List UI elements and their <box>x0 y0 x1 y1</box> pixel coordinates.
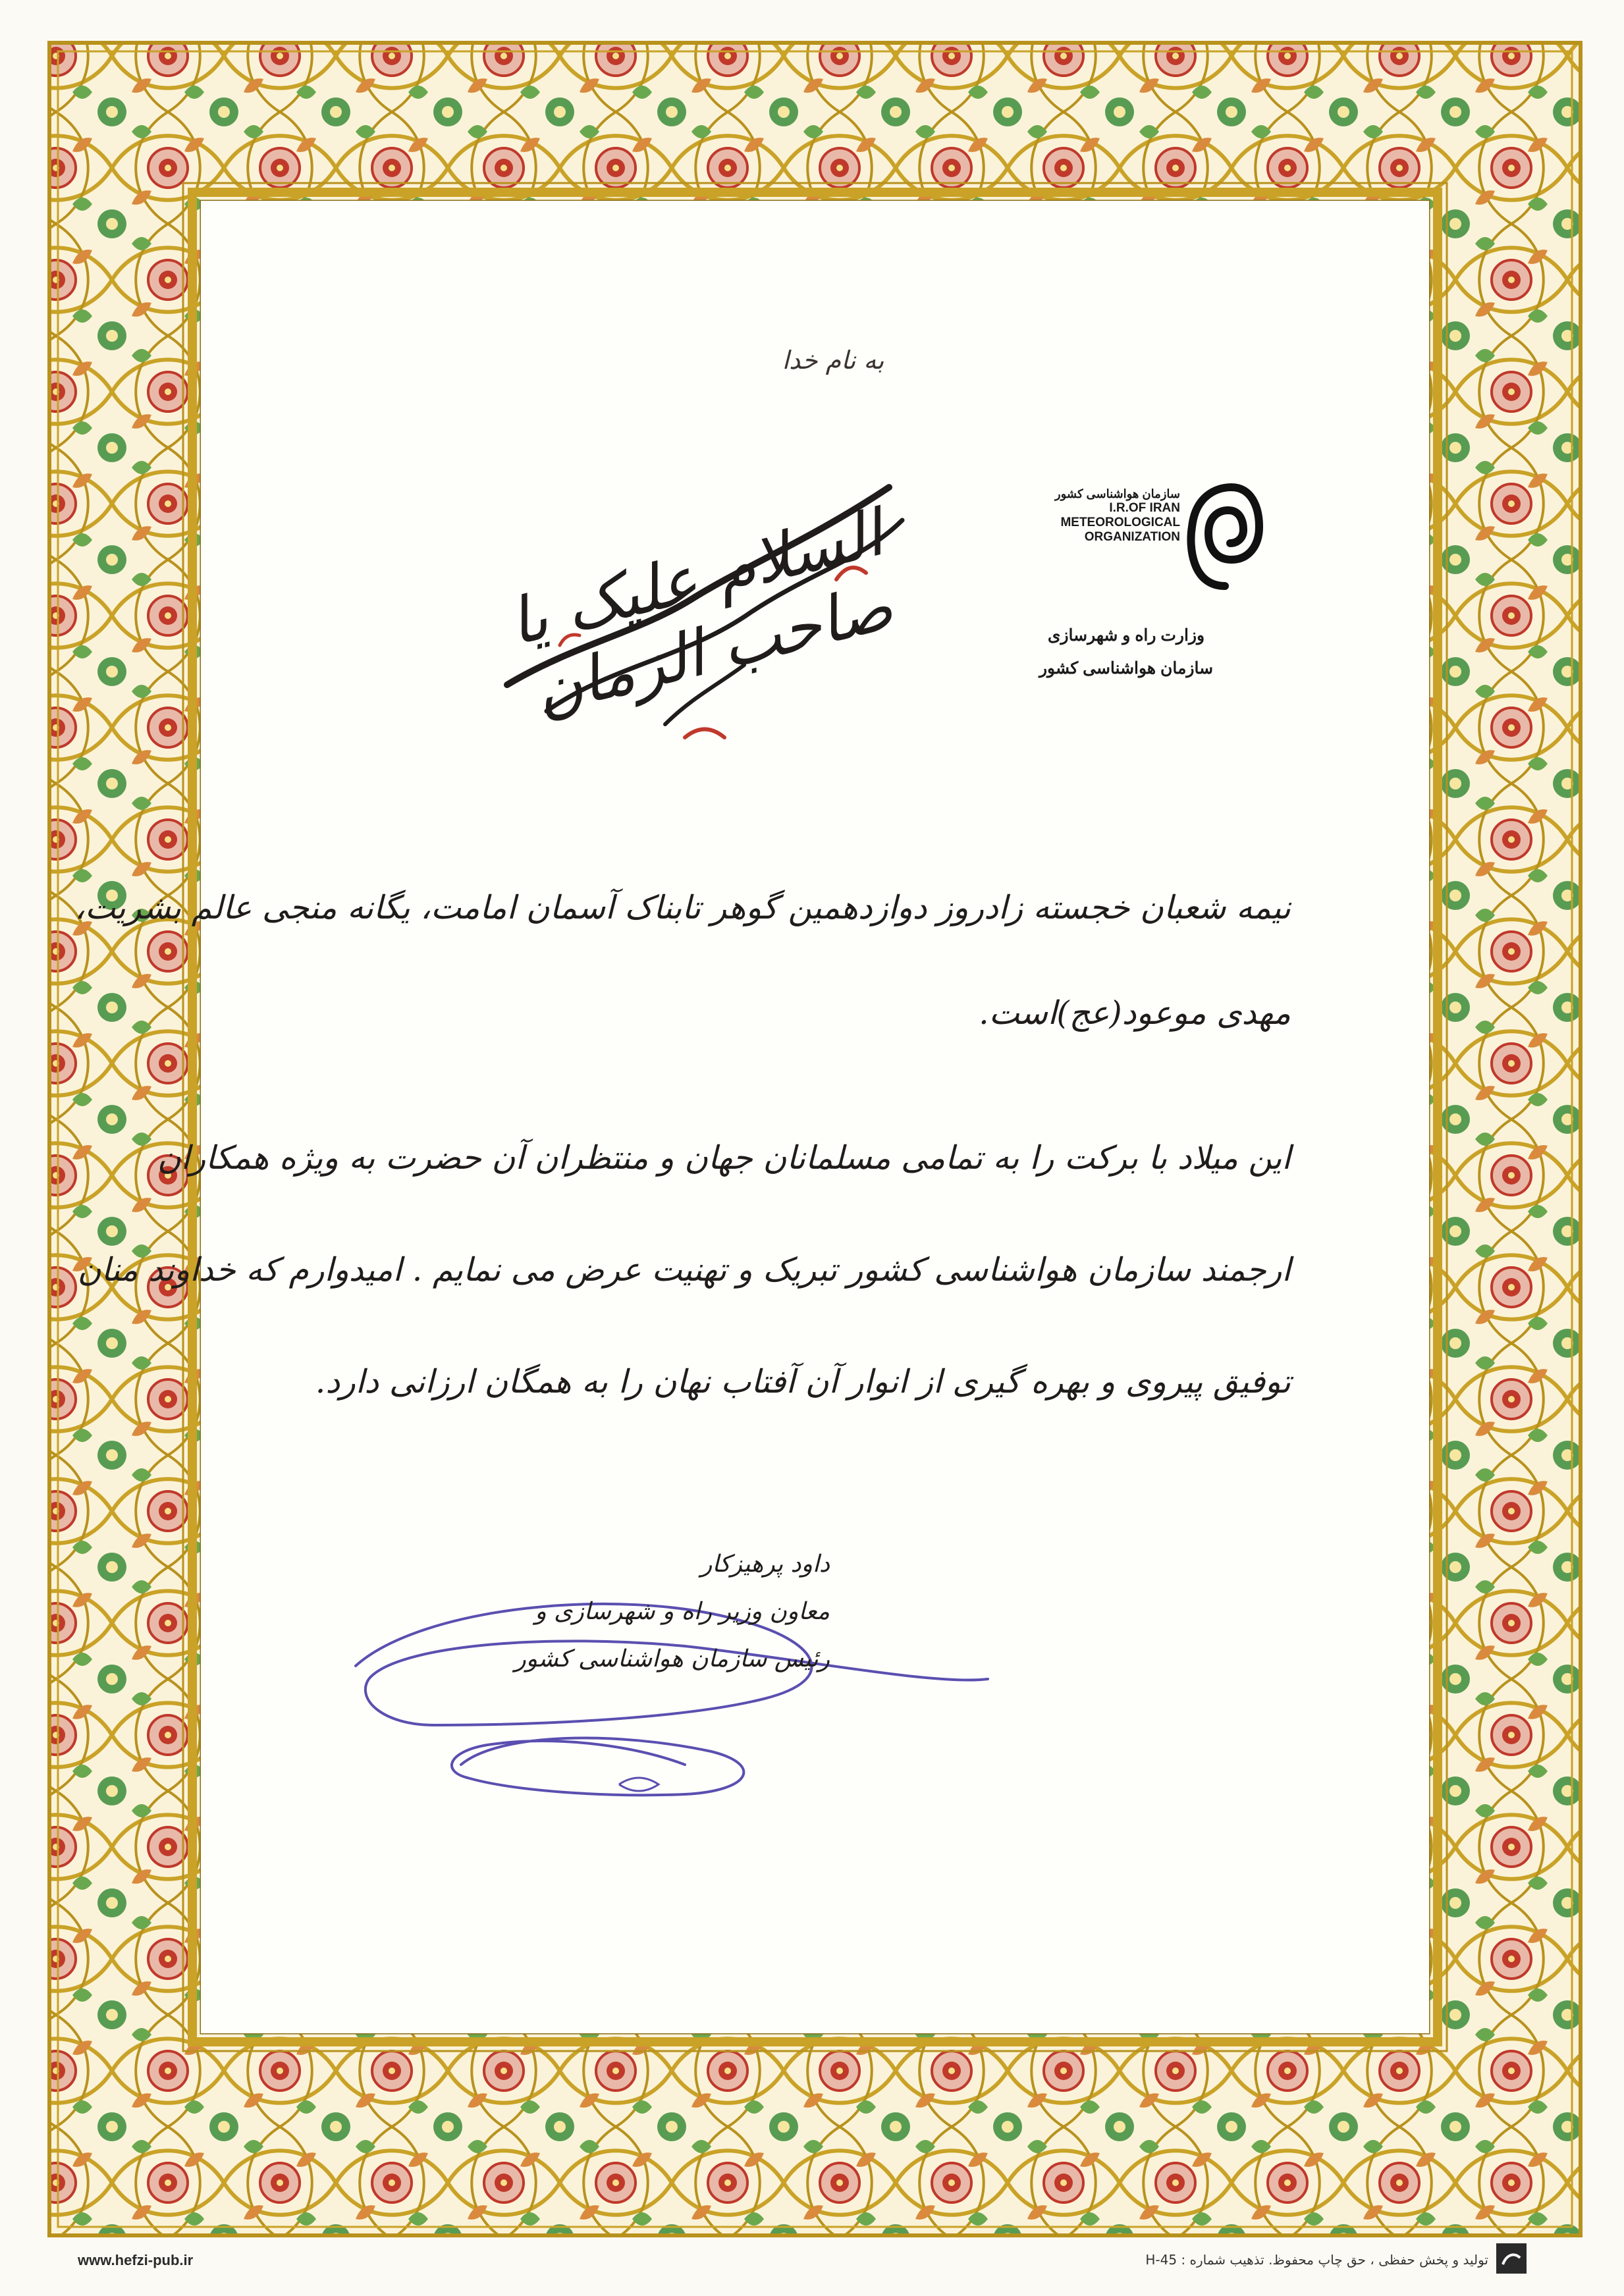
spiral-logo-icon <box>1185 481 1264 593</box>
signatory-block <box>461 1541 830 1683</box>
signatory-title-2: رئیس سازمان هواشناسی کشور <box>514 1645 830 1672</box>
logo-name-en-2: METEOROLOGICAL <box>1060 516 1180 529</box>
logo-name-en-1: I.R.OF IRAN <box>1109 501 1180 515</box>
publisher-url: www.hefzi-pub.ir <box>78 2252 194 2268</box>
logo-name-en-3: ORGANIZATION <box>1084 530 1180 544</box>
message-line-4: ارجمند سازمان هواشناسی کشور تبریک و تهنیت عرض می نمایم . امیدوارم که خداوند منان <box>77 1251 1291 1289</box>
organization-name: سازمان هواشناسی کشور <box>1039 659 1214 678</box>
message-line-2: مهدی موعود(عج)است. <box>979 994 1291 1032</box>
publisher-logo-icon <box>1495 2242 1528 2275</box>
ministry-name: وزارت راه و شهرسازی <box>1047 626 1205 645</box>
calligraphy-text: السلام علیک یا صاحب الزمان <box>501 496 900 730</box>
message-line-5: توفیق پیروی و بهره گیری از انوار آن آفتاب نهان را به همگان ارزانی دارد. <box>315 1363 1291 1401</box>
message-line-3: این میلاد با برکت را به تمامی مسلمانان جهان و منتظران آن حضرت به ویژه همکاران <box>157 1139 1291 1177</box>
message-line-1: نیمه شعبان خجسته زادروز دوازدهمین گوهر تابناک آسمان امامت، یگانه منجی عالم بشریت، <box>74 889 1291 926</box>
logo-text <box>1022 487 1180 545</box>
signatory-title-1: معاون وزیر راه و شهرسازی و <box>535 1598 830 1625</box>
bismillah-heading: به نام خدا <box>782 346 884 375</box>
calligraphy-title <box>468 448 942 757</box>
publisher-note: تولید و پخش حفظی ، حق چاپ محفوظ. تذهیب شماره : H-45 <box>1145 2252 1488 2268</box>
ministry-heading <box>1014 619 1238 685</box>
logo-name-fa: سازمان هواشناسی کشور <box>1054 487 1180 500</box>
signatory-name: داود پرهیزکار <box>701 1551 830 1578</box>
